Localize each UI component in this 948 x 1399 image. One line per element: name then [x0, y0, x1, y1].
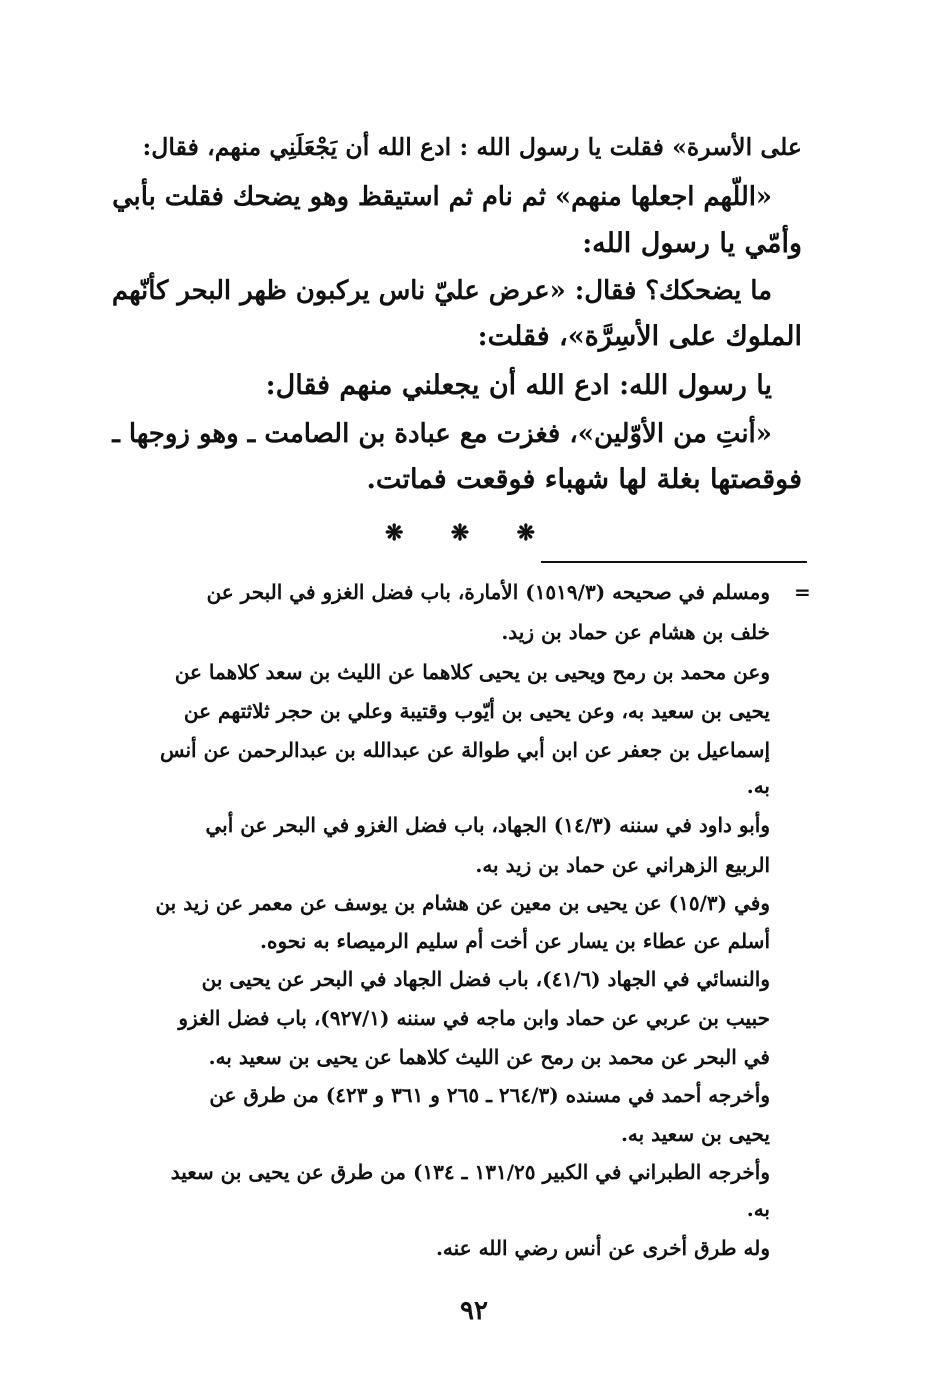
footnote-rule — [541, 561, 807, 563]
body-line: على الأسرة» فقلت يا رسول الله : ادع الله أن يَجْعَلَنِي منهم، فقال: — [142, 133, 802, 161]
footnote-line: حبيب بن عربي عن حماد وابن ماجه في سننه (٩٢٧/١)، باب فضل الغزو — [178, 1006, 770, 1030]
footnote-line: يحيى بن سعيد به. — [620, 1122, 770, 1146]
footnote-line: به. — [746, 774, 770, 798]
footnote-line: وأخرجه الطبراني في الكبير ١٣١/٢٥ ـ ١٣٤) من طرق عن يحيى بن سعيد — [170, 1160, 770, 1184]
footnote-line: وله طرق أخرى عن أنس رضي الله عنه. — [435, 1236, 770, 1260]
section-separator — [385, 520, 535, 546]
page-number: ٩٢ — [460, 1296, 488, 1326]
footnote-line: وأبو داود في سننه (١٤/٣) الجهاد، باب فضل الغزو في البحر عن أبي — [205, 813, 770, 837]
footnote-line: خلف بن هشام عن حماد بن زيد. — [501, 620, 770, 644]
footnote-line: وفي (١٥/٣) عن يحيى بن معين عن هشام بن يوسف عن معمر عن زيد بن — [155, 891, 770, 915]
footnote-line: يحيى بن سعيد به، وعن يحيى بن أيّوب وقتيبة وعلي بن حجر ثلاثتهم عن — [183, 699, 770, 723]
footnote-line: به. — [746, 1197, 770, 1221]
footnote-line: وأخرجه أحمد في مسنده (٢٦٤/٣ ـ ٢٦٥ و ٣٦١ و ٤٢٣) من طرق عن — [209, 1083, 770, 1107]
footnote-line: وعن محمد بن رمح ويحيى بن يحيى كلاهما عن الليث بن سعد كلاهما عن — [174, 660, 770, 684]
footnote-line: ومسلم في صحيحه (١٥١٩/٣) الأمارة، باب فضل الغزو في البحر عن — [206, 580, 770, 604]
body-line: ما يضحكك؟ فقال: «عرض عليّ ناس يركبون ظهر البحر كأنّهم — [111, 276, 772, 306]
body-line: يا رسول الله: ادع الله أن يجعلني منهم فقال: — [265, 370, 772, 401]
footnote-line: والنسائي في الجهاد (٤١/٦)، باب فضل الجهاد في البحر عن يحيى بن — [201, 967, 770, 991]
footnote-continuation-marker: = — [794, 580, 811, 604]
body-line: الملوك على الأسِرَّة»، فقلت: — [477, 321, 802, 352]
body-line: فوقصتها بغلة لها شهباء فوقعت فماتت. — [366, 464, 802, 495]
asterism-star: ❋ — [516, 520, 535, 546]
footnote-line: الربيع الزهراني عن حماد بن زيد به. — [475, 853, 770, 877]
asterism-star: ❋ — [450, 520, 470, 546]
footnote-line: في البحر عن محمد بن رمح عن الليث كلاهما عن يحيى بن سعيد به. — [208, 1045, 770, 1069]
asterism-star: ❋ — [385, 520, 404, 546]
footnote-line: أسلم عن عطاء بن يسار عن أخت أم سليم الرميصاء به نحوه. — [260, 929, 770, 953]
body-line: «اللّهم اجعلها منهم» ثم نام ثم استيقظ وهو يضحك فقلت بأبي — [112, 182, 772, 212]
footnote-line: إسماعيل بن جعفر عن ابن أبي طوالة عن عبدالله بن عبدالرحمن عن أنس — [159, 738, 770, 762]
body-line: «أنتِ من الأوّلين»، فغزت مع عبادة بن الصامت ـ وهو زوجها ـ — [112, 419, 772, 449]
body-line: وأمّي يا رسول الله: — [582, 228, 802, 259]
